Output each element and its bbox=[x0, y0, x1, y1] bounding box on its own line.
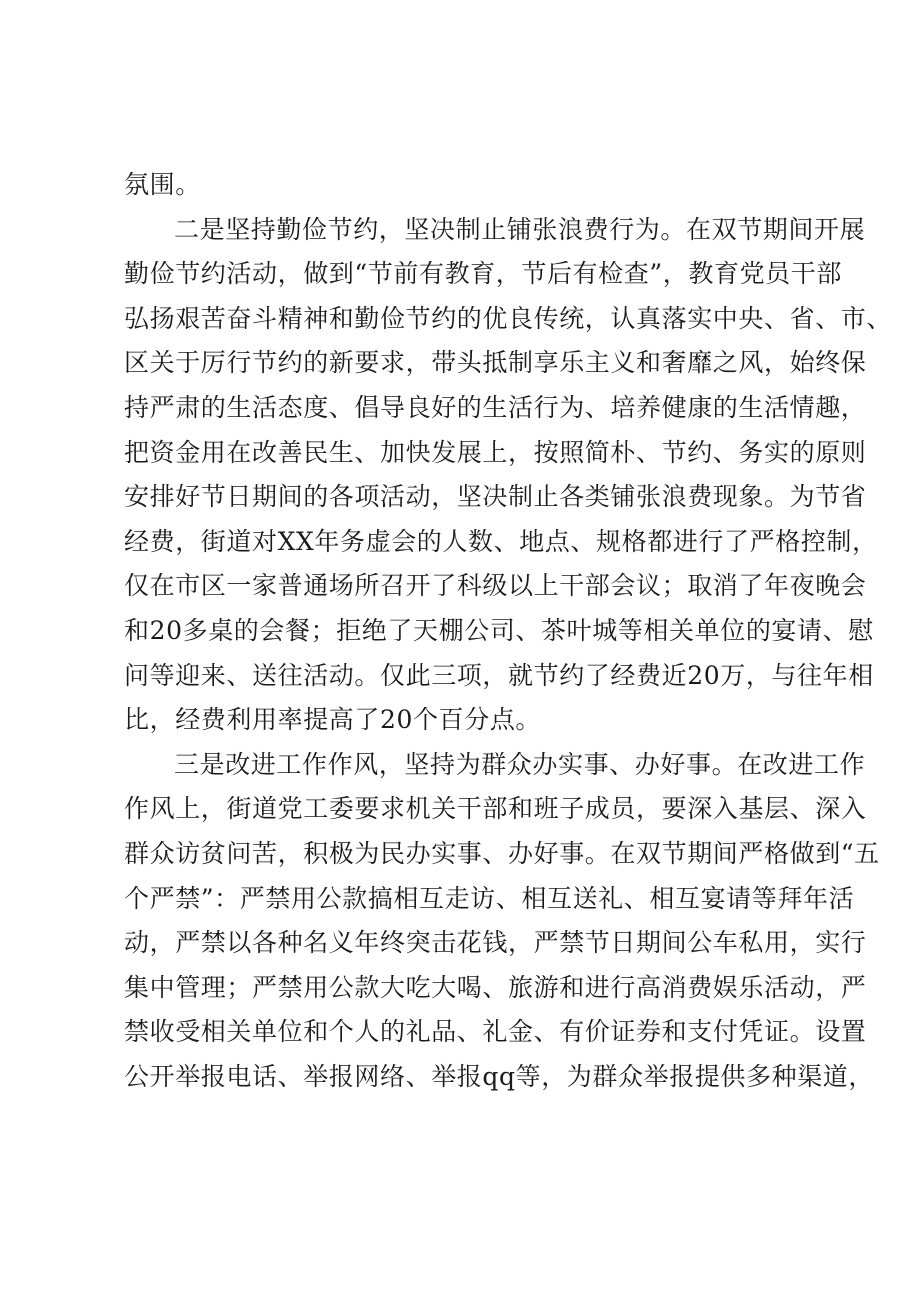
text-line: 动，严禁以各种名义年终突击花钱，严禁节日期间公车私用，实行 bbox=[124, 928, 867, 958]
text-line: 个严禁”：严禁用公款搞相互走访、相互送礼、相互宴请等拜年活 bbox=[124, 883, 855, 913]
text-line: 仅在市区一家普通场所召开了科级以上干部会议；取消了年夜晚会 bbox=[124, 571, 867, 601]
text-line: 禁收受相关单位和个人的礼品、礼金、有价证券和支付凭证。设置 bbox=[124, 1017, 867, 1047]
text-line: 问等迎来、送往活动。仅此三项，就节约了经费近20万，与往年相 bbox=[124, 660, 874, 690]
text-line: 公开举报电话、举报网络、举报qq等，为群众举报提供多种渠道， bbox=[124, 1061, 875, 1091]
text-line: 比，经费利用率提高了20个百分点。 bbox=[124, 705, 542, 735]
text-line: 集中管理；严禁用公款大吃大喝、旅游和进行高消费娱乐活动，严 bbox=[124, 972, 867, 1002]
text-line: 作风上，街道党工委要求机关干部和班子成员，要深入基层、深入 bbox=[124, 794, 867, 824]
text-line: 和20多桌的会餐；拒绝了天棚公司、茶叶城等相关单位的宴请、慰 bbox=[124, 615, 874, 645]
text-line: 把资金用在改善民生、加快发展上，按照简朴、节约、务实的原则 bbox=[124, 437, 867, 467]
text-line: 持严肃的生活态度、倡导良好的生活行为、培养健康的生活情趣， bbox=[124, 392, 867, 422]
text-line: 群众访贫问苦，积极为民办实事、办好事。在双节期间严格做到“五 bbox=[124, 838, 880, 868]
text-line: 弘扬艰苦奋斗精神和勤俭节约的优良传统，认真落实中央、省、市、 bbox=[124, 303, 893, 333]
text-line: 安排好节日期间的各项活动，坚决制止各类铺张浪费现象。为节省 bbox=[124, 482, 867, 512]
body-text bbox=[124, 163, 893, 1099]
paragraph-start-line: 二是坚持勤俭节约，坚决制止铺张浪费行为。在双节期间开展 bbox=[174, 214, 866, 244]
text-line: 经费，街道对XX年务虚会的人数、地点、规格都进行了严格控制， bbox=[124, 526, 878, 556]
text-line: 勤俭节约活动，做到“节前有教育，节后有检查”，教育党员干部 bbox=[124, 259, 842, 289]
text-line: 区关于厉行节约的新要求，带头抵制享乐主义和奢靡之风，始终保 bbox=[124, 348, 867, 378]
text-line: 氛围。 bbox=[124, 170, 201, 199]
paragraph-start-line: 三是改进工作作风，坚持为群众办实事、办好事。在改进工作 bbox=[174, 749, 866, 779]
